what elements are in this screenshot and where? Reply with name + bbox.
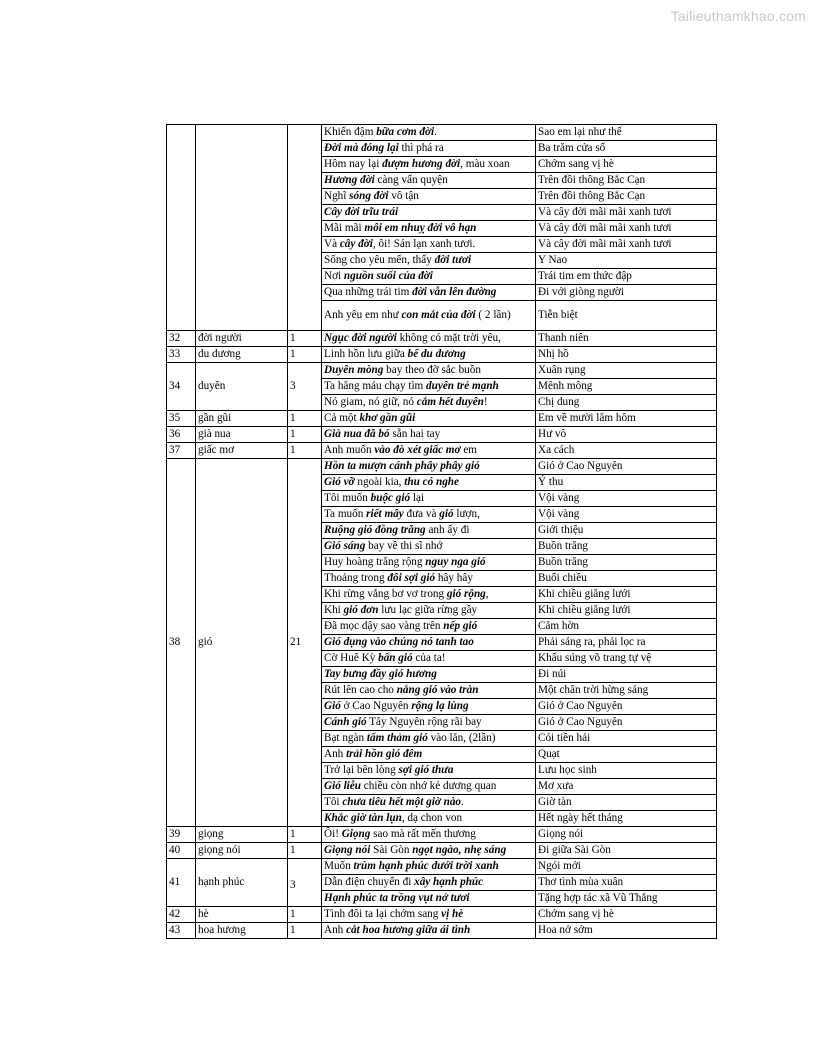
verse-line: [322, 221, 536, 237]
verse-line: [322, 347, 536, 363]
verse-line: [322, 363, 536, 379]
highlighted-phrase: gió: [439, 508, 454, 520]
plain-text: ( 2 lần): [475, 309, 511, 321]
verse-line: [322, 189, 536, 205]
poem-title: Giọng nói: [536, 827, 717, 843]
poem-title: Khẩu súng võ trang tự vệ: [536, 651, 717, 667]
highlighted-phrase: bẩn gió: [378, 652, 413, 664]
poem-title: Và cây đời mãi mãi xanh tươi: [536, 205, 717, 221]
highlighted-phrase: nguồn suối của đời: [343, 270, 433, 282]
table-row: [167, 125, 717, 141]
verse-line: [322, 253, 536, 269]
entry-word: đời người: [196, 331, 288, 347]
poem-title: Giới thiệu: [536, 523, 717, 539]
highlighted-phrase: Ngục đời người: [324, 332, 397, 344]
poem-title: Chị dung: [536, 395, 717, 411]
entry-count: [288, 125, 322, 331]
plain-text: Và: [324, 238, 340, 250]
entry-count: 1: [288, 331, 322, 347]
entry-word: giấc mơ: [196, 443, 288, 459]
highlighted-phrase: Đời mà đóng lại: [324, 142, 399, 154]
table-row: [167, 411, 717, 427]
plain-text: ,: [485, 588, 489, 600]
highlighted-phrase: rộng lạ lùng: [411, 700, 469, 712]
highlighted-phrase: bể du dương: [407, 348, 466, 360]
poem-title: Gió ở Cao Nguyên: [536, 715, 717, 731]
plain-text: Nó giam, nó giữ, nó: [324, 396, 417, 408]
entry-number: 39: [167, 827, 196, 843]
poem-title: Xa cách: [536, 443, 717, 459]
poem-title: Đi với giòng người: [536, 285, 717, 301]
plain-text: Tôi muốn: [324, 492, 371, 504]
verse-line: [322, 173, 536, 189]
plain-text: Cả một: [324, 412, 360, 424]
highlighted-phrase: riết mây: [366, 508, 404, 520]
highlighted-phrase: Già nua đã bó: [324, 428, 390, 440]
highlighted-phrase: ngọt ngào, nhẹ sáng: [412, 844, 507, 856]
verse-line: [322, 651, 536, 667]
poem-title: Cói tiền hải: [536, 731, 717, 747]
verse-line: [322, 459, 536, 475]
plain-text: không có mặt trời yêu,: [396, 332, 501, 344]
highlighted-phrase: sợi gió thưa: [398, 764, 454, 776]
verse-line: [322, 301, 536, 331]
verse-line: [322, 571, 536, 587]
highlighted-phrase: khơ gần gũi: [359, 412, 416, 424]
verse-line: [322, 331, 536, 347]
verse-line: [322, 523, 536, 539]
entry-word: giọng nói: [196, 843, 288, 859]
poem-title: Thơ tình mùa xuân: [536, 875, 717, 891]
plain-text: Khi: [324, 604, 344, 616]
highlighted-phrase: Hạnh phúc ta trồng vụt nở tươi: [324, 892, 470, 904]
highlighted-phrase: Khắc giờ tàn lụn: [324, 812, 402, 824]
highlighted-phrase: trùm hạnh phúc dưới trời xanh: [353, 860, 499, 872]
poem-title: Gió ở Cao Nguyên: [536, 699, 717, 715]
entry-word: hè: [196, 907, 288, 923]
plain-text: bay theo đỡ sắc buồn: [383, 364, 481, 376]
table-row: [167, 843, 717, 859]
plain-text: thì phá ra: [398, 142, 444, 154]
plain-text: Nơi: [324, 270, 344, 282]
poem-title: Khi chiều giăng lưới: [536, 587, 717, 603]
highlighted-phrase: Tay bưng đầy gió hương: [324, 668, 437, 680]
poem-title: Trên đồi thông Bắc Cạn: [536, 189, 717, 205]
highlighted-phrase: gió rộng: [446, 588, 486, 600]
highlighted-phrase: đời tươi: [434, 254, 472, 266]
verse-line: [322, 779, 536, 795]
poem-title: Tiễn biệt: [536, 301, 717, 331]
entry-word: gió: [196, 459, 288, 827]
poem-title: Quạt: [536, 747, 717, 763]
verse-line: [322, 491, 536, 507]
verse-line: [322, 811, 536, 827]
poem-title: Buồn trăng: [536, 555, 717, 571]
plain-text: Anh: [324, 924, 347, 936]
plain-text: Anh: [324, 748, 347, 760]
poem-title: Thanh niên: [536, 331, 717, 347]
poem-title: Xuân rụng: [536, 363, 717, 379]
entry-word: duyên: [196, 363, 288, 411]
entry-number: 40: [167, 843, 196, 859]
highlighted-phrase: trải hồn gió đêm: [346, 748, 423, 760]
poem-title: Vội vàng: [536, 507, 717, 523]
verse-line: [322, 379, 536, 395]
highlighted-phrase: sóng đời: [349, 190, 389, 202]
entry-number: 41: [167, 859, 196, 907]
entry-word: giọng: [196, 827, 288, 843]
poem-title: Chớm sang vị hè: [536, 157, 717, 173]
highlighted-phrase: Gió: [324, 700, 341, 712]
highlighted-phrase: chưa tiêu hết một giờ nào: [342, 796, 462, 808]
verse-line: [322, 587, 536, 603]
verse-line: [322, 411, 536, 427]
verse-line: [322, 125, 536, 141]
plain-text: ngoài kia,: [354, 476, 405, 488]
highlighted-phrase: Giọng: [341, 828, 371, 840]
poem-title: Buổi chiều: [536, 571, 717, 587]
poem-title: Hư vô: [536, 427, 717, 443]
entry-number: 42: [167, 907, 196, 923]
entry-number: 35: [167, 411, 196, 427]
plain-text: Tình đôi ta lại chớm sang: [324, 908, 442, 920]
verse-line: [322, 141, 536, 157]
highlighted-phrase: cây đời: [339, 238, 373, 250]
plain-text: Ôi!: [324, 828, 342, 840]
plain-text: lưu lạc giữa rừng gầy: [378, 604, 478, 616]
table-row: [167, 923, 717, 939]
entry-word: [196, 125, 288, 331]
highlighted-phrase: con mắt của đời: [401, 309, 476, 321]
plain-text: Anh yêu em như: [324, 309, 402, 321]
plain-text: .: [434, 126, 437, 138]
plain-text: Sài Gòn: [370, 844, 413, 856]
poem-title: Buồn trăng: [536, 539, 717, 555]
poem-title: Ngói mới: [536, 859, 717, 875]
plain-text: Anh muốn: [324, 444, 375, 456]
poem-title: Hết ngày hết tháng: [536, 811, 717, 827]
plain-text: Tây Nguyên rộng rãi bay: [366, 716, 482, 728]
plain-text: anh ấy đi: [425, 524, 470, 536]
highlighted-phrase: Cánh gió: [324, 716, 367, 728]
table-row: [167, 363, 717, 379]
plain-text: !: [483, 396, 488, 408]
entry-number: 38: [167, 459, 196, 827]
verse-line: [322, 827, 536, 843]
plain-text: Huy hoàng trăng rộng: [324, 556, 426, 568]
plain-text: Muốn: [324, 860, 354, 872]
plain-text: Ta hăng máu chạy tìm: [324, 380, 427, 392]
entry-number: 33: [167, 347, 196, 363]
verse-line: [322, 507, 536, 523]
highlighted-phrase: vị hè: [441, 908, 464, 920]
plain-text: đưa và: [403, 508, 440, 520]
highlighted-phrase: nếp gió: [443, 620, 478, 632]
plain-text: Sống cho yêu mến, thấy: [324, 254, 435, 266]
highlighted-phrase: nguy nga gió: [425, 556, 486, 568]
highlighted-phrase: môi em nhuỵ đời vô hạn: [364, 222, 477, 234]
poem-title: Tặng hợp tác xã Vũ Thắng: [536, 891, 717, 907]
verse-line: [322, 763, 536, 779]
highlighted-phrase: Hương đời: [324, 174, 375, 186]
entry-count: 1: [288, 347, 322, 363]
table-row: [167, 443, 717, 459]
plain-text: Ta muốn: [324, 508, 367, 520]
poem-title: Chớm sang vị hè: [536, 907, 717, 923]
highlighted-phrase: vào đò xét giấc mơ: [374, 444, 461, 456]
entry-word: hạnh phúc: [196, 859, 288, 907]
entry-number: 34: [167, 363, 196, 411]
poem-title: Vội vàng: [536, 491, 717, 507]
plain-text: em: [460, 444, 477, 456]
entry-number: [167, 125, 196, 331]
entry-count: 21: [288, 459, 322, 827]
plain-text: vào lăn, (2lần): [427, 732, 496, 744]
word-table: [166, 124, 717, 939]
plain-text: Khiến đậm: [324, 126, 377, 138]
verse-line: [322, 619, 536, 635]
poem-title: Đi giữa Sài Gòn: [536, 843, 717, 859]
highlighted-phrase: nắng gió vào tràn: [396, 684, 479, 696]
highlighted-phrase: duyên trẻ mạnh: [426, 380, 499, 392]
poem-title: Y Nao: [536, 253, 717, 269]
poem-title: Em về mười lăm hôm: [536, 411, 717, 427]
poem-title: Phải sáng ra, phải lọc ra: [536, 635, 717, 651]
verse-line: [322, 555, 536, 571]
entry-count: 1: [288, 827, 322, 843]
plain-text: Khi rừng vắng bơ vơ trong: [324, 588, 447, 600]
verse-line: [322, 285, 536, 301]
highlighted-phrase: Hồn ta mượn cánh phây phây gió: [324, 460, 480, 472]
highlighted-phrase: Gió dụng vào chúng nó tanh tao: [324, 636, 474, 648]
verse-line: [322, 667, 536, 683]
verse-line: [322, 699, 536, 715]
highlighted-phrase: bữa cơm đời: [376, 126, 435, 138]
verse-line: [322, 427, 536, 443]
plain-text: .: [461, 796, 464, 808]
poem-title: Và cây đời mãi mãi xanh tươi: [536, 237, 717, 253]
poem-title: Đi núi: [536, 667, 717, 683]
poem-title: Trái tim em thức đập: [536, 269, 717, 285]
entry-word: du dương: [196, 347, 288, 363]
verse-line: [322, 205, 536, 221]
highlighted-phrase: đượm hương đời: [382, 158, 461, 170]
verse-line: [322, 683, 536, 699]
entry-number: 37: [167, 443, 196, 459]
verse-line: [322, 157, 536, 173]
plain-text: Dẫn điện chuyển đi: [324, 876, 415, 888]
entry-word: già nua: [196, 427, 288, 443]
verse-line: [322, 747, 536, 763]
entry-count: 1: [288, 907, 322, 923]
highlighted-phrase: Ruộng gió đồng trăng: [324, 524, 426, 536]
plain-text: Tôi: [324, 796, 343, 808]
table-row: [167, 459, 717, 475]
highlighted-phrase: cắt hoa hương giữa ái tình: [346, 924, 471, 936]
poem-title: Hoa nở sớm: [536, 923, 717, 939]
verse-line: [322, 603, 536, 619]
plain-text: Bạt ngàn: [324, 732, 367, 744]
plain-text: Đã mọc dậy sao vàng trên: [324, 620, 444, 632]
highlighted-phrase: tấm thảm gió: [366, 732, 428, 744]
verse-line: [322, 539, 536, 555]
table-row: [167, 427, 717, 443]
plain-text: Mãi mãi: [324, 222, 365, 234]
poem-title: Lưu học sinh: [536, 763, 717, 779]
plain-text: Qua những trái tim: [324, 286, 413, 298]
plain-text: Trở lại bên lòng: [324, 764, 399, 776]
plain-text: bay về thi sĩ nhớ: [365, 540, 443, 552]
highlighted-phrase: Cây đời trĩu trái: [324, 206, 399, 218]
highlighted-phrase: Giọng nói: [324, 844, 371, 856]
plain-text: sao mà rất mến thương: [370, 828, 476, 840]
plain-text: vô tận: [388, 190, 419, 202]
poem-title: Trên đồi thông Bắc Cạn: [536, 173, 717, 189]
poem-title: Gió ở Cao Nguyên: [536, 459, 717, 475]
plain-text: sẵn hai tay: [389, 428, 441, 440]
table-body: [167, 125, 717, 939]
highlighted-phrase: Duyên mòng: [324, 364, 384, 376]
poem-title: Ý thu: [536, 475, 717, 491]
highlighted-phrase: cắm hết duyên: [416, 396, 484, 408]
verse-line: [322, 269, 536, 285]
entry-number: 36: [167, 427, 196, 443]
plain-text: Rút lên cao cho: [324, 684, 397, 696]
entry-count: 1: [288, 411, 322, 427]
poem-title: Ba trăm cửa sổ: [536, 141, 717, 157]
entry-count: 1: [288, 427, 322, 443]
verse-line: [322, 395, 536, 411]
verse-line: [322, 795, 536, 811]
table-row: [167, 331, 717, 347]
entry-count: 1: [288, 923, 322, 939]
entry-count: 1: [288, 443, 322, 459]
verse-line: [322, 731, 536, 747]
highlighted-phrase: gió đơn: [343, 604, 379, 616]
highlighted-phrase: Gió vỡ: [324, 476, 355, 488]
entry-word: gần gũi: [196, 411, 288, 427]
plain-text: lại: [410, 492, 425, 504]
poem-title: Mơ xưa: [536, 779, 717, 795]
plain-text: Hôm nay lại: [324, 158, 383, 170]
entry-number: 32: [167, 331, 196, 347]
plain-text: , dạ chon von: [401, 812, 463, 824]
poem-title: Nhị hồ: [536, 347, 717, 363]
verse-line: [322, 875, 536, 891]
verse-line: [322, 843, 536, 859]
verse-line: [322, 891, 536, 907]
verse-line: [322, 859, 536, 875]
highlighted-phrase: Gió liễu: [324, 780, 361, 792]
plain-text: Linh hồn lưu giữa: [324, 348, 408, 360]
verse-line: [322, 715, 536, 731]
plain-text: Thoảng trong: [324, 572, 388, 584]
poem-title: Và cây đời mãi mãi xanh tươi: [536, 221, 717, 237]
highlighted-phrase: Gió sáng: [324, 540, 366, 552]
watermark: Tailieuthamkhao.com: [670, 8, 806, 24]
entry-number: 43: [167, 923, 196, 939]
poem-title: Khi chiều giăng lưới: [536, 603, 717, 619]
highlighted-phrase: xây hạnh phúc: [414, 876, 484, 888]
plain-text: , ôi! Sán lạn xanh tươi.: [372, 238, 476, 250]
highlighted-phrase: đời vẫn lên đường: [412, 286, 497, 298]
plain-text: Nghĩ: [324, 190, 350, 202]
verse-line: [322, 635, 536, 651]
entry-word: hoa hương: [196, 923, 288, 939]
verse-line: [322, 237, 536, 253]
poem-title: Mênh mông: [536, 379, 717, 395]
plain-text: , màu xoan: [460, 158, 510, 170]
entry-count: 1: [288, 843, 322, 859]
verse-line: [322, 475, 536, 491]
plain-text: hây hây: [435, 572, 473, 584]
table-row: [167, 347, 717, 363]
plain-text: lượn,: [453, 508, 480, 520]
plain-text: chiều còn nhớ kẻ dương quan: [360, 780, 497, 792]
plain-text: Cờ Huê Kỳ: [324, 652, 379, 664]
verse-line: [322, 443, 536, 459]
poem-title: Một chân trời hừng sáng: [536, 683, 717, 699]
verse-line: [322, 923, 536, 939]
plain-text: càng vấn quyện: [374, 174, 448, 186]
poem-title: Căm hờn: [536, 619, 717, 635]
entry-count: 3: [288, 363, 322, 411]
highlighted-phrase: đôi sợi gió: [387, 572, 436, 584]
highlighted-phrase: buộc gió: [370, 492, 411, 504]
table-row: [167, 827, 717, 843]
plain-text: của ta!: [412, 652, 446, 664]
table-row: [167, 907, 717, 923]
plain-text: ở Cao Nguyên: [340, 700, 412, 712]
highlighted-phrase: thu có nghe: [404, 476, 459, 488]
poem-title: Giờ tàn: [536, 795, 717, 811]
poem-title: Sao em lại như thế: [536, 125, 717, 141]
table-row: [167, 859, 717, 875]
verse-line: [322, 907, 536, 923]
entry-count: 3: [288, 859, 322, 907]
